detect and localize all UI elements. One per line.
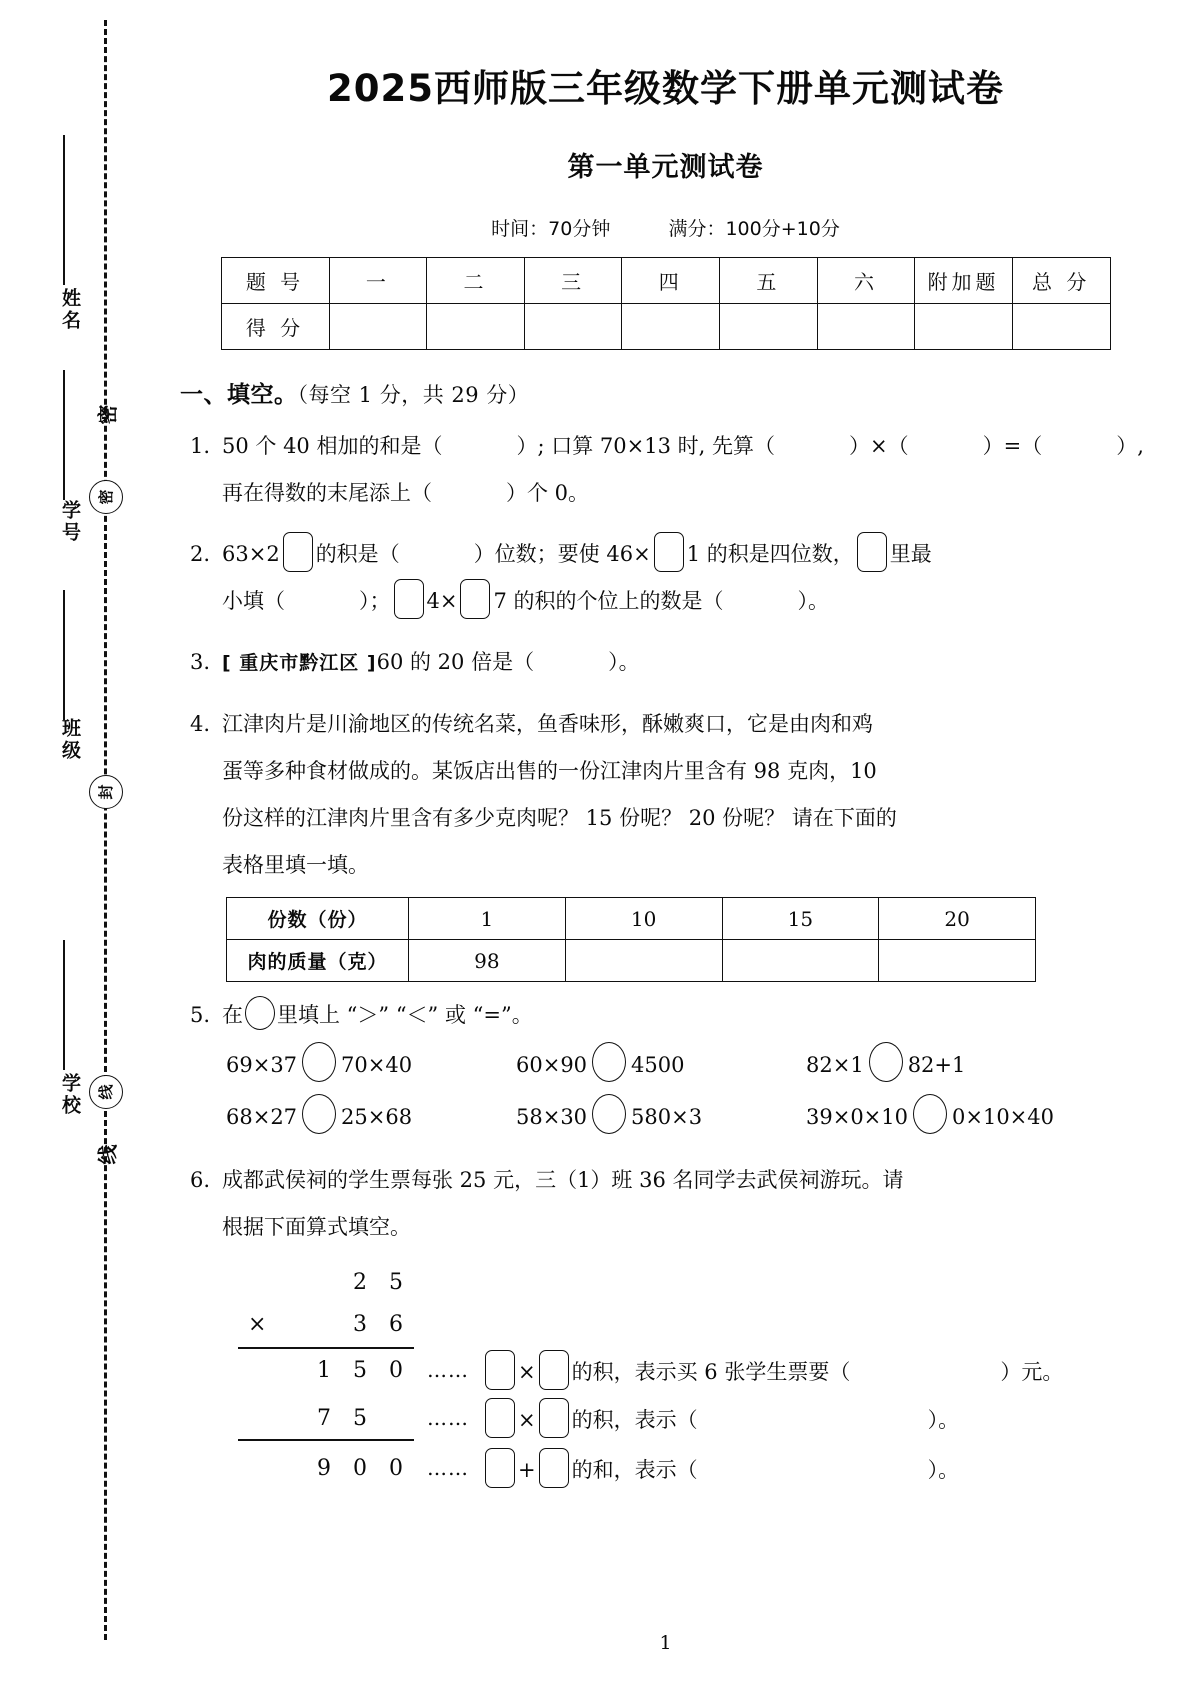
q6-pp2-dots: …… — [427, 1406, 469, 1430]
q6-pp2-box-1[interactable] — [485, 1398, 515, 1438]
q5-c4-left: 68×27 — [226, 1105, 298, 1129]
q6-multiplicand-row — [226, 1261, 1151, 1303]
q5-compare-item-4 — [226, 1091, 516, 1143]
q4-row1-cell-1: 1 — [409, 898, 566, 940]
q2-square-box-1[interactable] — [283, 532, 313, 572]
score-col-bonus: 附加题 — [915, 258, 1013, 304]
q4-data-table — [226, 897, 1036, 982]
q6-multiplier-tens: 3 — [353, 1311, 367, 1337]
q5-circle-2[interactable] — [592, 1042, 626, 1082]
seal-rule-class — [63, 590, 65, 720]
table-row — [221, 304, 1110, 350]
q5-compare-item-5 — [516, 1091, 806, 1143]
q5-c3-right: 82+1 — [907, 1053, 966, 1077]
q2-blank-1[interactable] — [379, 542, 495, 566]
score-col-1: 一 — [329, 258, 427, 304]
q5-c2-left: 60×90 — [516, 1053, 588, 1077]
q5-c6-left: 39×0×10 — [806, 1105, 908, 1129]
q3-text-b: 。 — [618, 650, 640, 674]
q6-sum-box-2[interactable] — [539, 1448, 569, 1488]
table-row — [227, 898, 1036, 940]
q6-multiplier-row — [226, 1303, 1151, 1345]
seal-dashed-line — [104, 20, 107, 1640]
q6-sum-row — [226, 1447, 1151, 1489]
score-cell-3[interactable] — [524, 304, 622, 350]
q6-pp1-d3: 0 — [389, 1357, 403, 1383]
score-cell-2[interactable] — [427, 304, 525, 350]
seal-margin — [0, 0, 140, 1684]
score-cell-4[interactable] — [622, 304, 720, 350]
q5-prompt-circle — [245, 996, 275, 1030]
question-1-line-1 — [222, 423, 1151, 470]
q4-line-3: 份这样的江津肉片里含有多少克肉呢？ 15 份呢？ 20 份呢？ 请在下面的 — [222, 806, 897, 830]
q6-rule-bottom — [238, 1439, 414, 1441]
q2-text-g: ； — [369, 589, 391, 613]
q6-pp1-d2: 5 — [353, 1357, 367, 1383]
q5-circle-6[interactable] — [913, 1094, 947, 1134]
q4-line-4: 表格里填一填。 — [222, 853, 369, 877]
question-5-number: 5. — [189, 1003, 210, 1027]
table-row — [221, 258, 1110, 304]
seal-char-xian: 线 — [89, 1075, 123, 1109]
q5-compare-item-2 — [516, 1039, 806, 1091]
q5-compare-item-6 — [806, 1091, 1126, 1143]
q5-circle-5[interactable] — [592, 1094, 626, 1134]
score-col-4: 四 — [622, 258, 720, 304]
q2-text-a: 63×2 — [222, 542, 280, 566]
q2-blank-2[interactable] — [264, 589, 370, 613]
q5-compare-item-1 — [226, 1039, 516, 1091]
q4-row1-cell-3: 15 — [722, 898, 879, 940]
q4-row2-cell-2[interactable] — [565, 940, 722, 982]
q1-blank-1[interactable] — [421, 434, 537, 458]
q6-pp1-blank[interactable] — [829, 1360, 1021, 1384]
seal-rule-name — [63, 135, 65, 285]
q6-sum-dots: …… — [427, 1456, 469, 1480]
q6-pp2-text-a: 的积，表示 — [571, 1408, 677, 1432]
score-col-total: 总 分 — [1012, 258, 1110, 304]
q2-text-i: 7 的积的个位上的数是 — [493, 589, 703, 613]
q6-partial-product-row-2 — [226, 1397, 1151, 1439]
q4-line-1: 江津肉片是川渝地区的传统名菜，鱼香味形，酥嫩爽口，它是由肉和鸡 — [222, 712, 873, 736]
q6-sum-blank[interactable] — [677, 1458, 939, 1482]
q6-pp1-d1: 1 — [317, 1357, 331, 1383]
score-label: 满分：100分+10分 — [668, 218, 840, 240]
q1-text-d: = — [1003, 434, 1022, 458]
exam-page — [140, 0, 1191, 1684]
q2-text-f: 小填 — [222, 589, 264, 613]
q5-c4-right: 25×68 — [341, 1105, 413, 1129]
q4-row2-cell-1: 98 — [409, 940, 566, 982]
q5-compare-row-2 — [226, 1091, 1151, 1143]
q3-text-a: 60 的 20 倍是 — [376, 650, 514, 674]
q5-prompt-b: 里填上 “＞” “＜” 或 “=”。 — [277, 1003, 533, 1027]
q6-sum-op: + — [518, 1458, 536, 1482]
q6-pp2-d1: 7 — [317, 1405, 331, 1431]
score-cell-1[interactable] — [329, 304, 427, 350]
q6-pp2-text-b: 。 — [938, 1408, 960, 1432]
question-3-number: 3. — [189, 650, 210, 674]
question-1-line-2 — [222, 470, 1151, 517]
q5-prompt-a: 在 — [222, 1003, 243, 1027]
score-col-2: 二 — [427, 258, 525, 304]
question-4 — [180, 701, 1151, 889]
page-title: 2025西师版三年级数学下册单元测试卷 — [327, 67, 1004, 110]
question-6-number: 6. — [189, 1168, 210, 1192]
q2-text-c: 位数；要使 46× — [494, 542, 651, 566]
q6-multiplier-ones: 6 — [389, 1311, 403, 1337]
q5-circle-3[interactable] — [869, 1042, 903, 1082]
q6-multiplicand-ones: 5 — [389, 1269, 403, 1295]
time-label: 时间：70分钟 — [491, 218, 611, 240]
q1-line2-text-b: 个 0。 — [527, 481, 590, 505]
q5-c6-right: 0×10×40 — [952, 1105, 1054, 1129]
seal-field-name: 姓名 — [59, 288, 81, 332]
q6-rule-top — [238, 1347, 414, 1349]
q5-c5-right: 580×3 — [631, 1105, 703, 1129]
q5-c1-left: 69×37 — [226, 1053, 298, 1077]
section-heading-fill-in-blanks — [180, 376, 1151, 409]
q2-blank-3[interactable] — [703, 589, 809, 613]
q6-pp1-dots: …… — [427, 1358, 469, 1382]
score-row-label-points: 得 分 — [221, 304, 329, 350]
seal-rule-school — [63, 940, 65, 1070]
q6-pp1-op: × — [518, 1360, 536, 1384]
q2-square-box-4[interactable] — [394, 579, 424, 619]
seal-field-school: 学校 — [59, 1073, 81, 1117]
q1-blank-3[interactable] — [888, 434, 1004, 458]
q5-compare-item-3 — [806, 1039, 1126, 1091]
question-4-number: 4. — [189, 712, 210, 736]
q2-text-e: 里最 — [889, 542, 932, 566]
page-subtitle: 第一单元测试卷 — [567, 152, 764, 183]
q6-sum-d1: 9 — [317, 1455, 331, 1481]
q6-pp2-box-2[interactable] — [539, 1398, 569, 1438]
q4-row2-cell-3[interactable] — [722, 940, 879, 982]
q6-sum-d3: 0 — [389, 1455, 403, 1481]
q5-circle-1[interactable] — [302, 1042, 336, 1082]
q5-c3-left: 82×1 — [806, 1053, 864, 1077]
section-title: 一、填空。 — [180, 382, 298, 408]
score-col-5: 五 — [720, 258, 818, 304]
question-1-number: 1. — [189, 434, 210, 458]
q4-row1-cell-2: 10 — [565, 898, 722, 940]
q6-pp2-op: × — [518, 1408, 536, 1432]
score-col-6: 六 — [817, 258, 915, 304]
q2-text-j: 。 — [808, 589, 830, 613]
q6-line-1: 成都武侯祠的学生票每张 25 元，三（1）班 36 名同学去武侯祠游玩。请 — [222, 1168, 904, 1192]
q5-compare-row-1 — [226, 1039, 1151, 1091]
q2-square-box-2[interactable] — [654, 532, 684, 572]
q5-c1-right: 70×40 — [341, 1053, 413, 1077]
seal-char-mi: 密 — [89, 480, 123, 514]
seal-rule-studentid — [63, 370, 65, 500]
q2-text-h: 4× — [426, 589, 458, 613]
seal-char-feng: 封 — [89, 775, 123, 809]
q6-pp2-d2: 5 — [353, 1405, 367, 1431]
q1-line2-text-a: 再在得数的末尾添上 — [222, 481, 411, 505]
q5-c2-right: 4500 — [631, 1053, 685, 1077]
q1-blank-2[interactable] — [754, 434, 870, 458]
section-points: （每空 1 分，共 29 分） — [297, 383, 530, 407]
question-2-number: 2. — [189, 542, 210, 566]
question-5 — [180, 992, 1151, 1039]
q6-partial-product-row-1 — [226, 1349, 1151, 1391]
score-cell-6[interactable] — [817, 304, 915, 350]
q6-pp2-blank[interactable] — [677, 1408, 939, 1432]
q6-pp1-box-1[interactable] — [485, 1350, 515, 1390]
score-table — [221, 257, 1111, 350]
exam-meta — [180, 214, 1151, 241]
seal-word-mi: 密 — [95, 404, 120, 425]
q5-c5-left: 58×30 — [516, 1105, 588, 1129]
q6-line-2: 根据下面算式填空。 — [222, 1215, 411, 1239]
q6-pp1-text-b: 元。 — [1021, 1360, 1064, 1384]
score-col-3: 三 — [524, 258, 622, 304]
q1-blank-5[interactable] — [411, 481, 527, 505]
q1-blank-4[interactable] — [1021, 434, 1137, 458]
page-number: 1 — [659, 1632, 672, 1654]
question-2 — [180, 531, 1151, 625]
score-row-label-number: 题 号 — [221, 258, 329, 304]
table-row — [227, 940, 1036, 982]
q4-row1-header: 份数（份） — [227, 898, 409, 940]
q2-square-box-5[interactable] — [460, 579, 490, 619]
q6-sum-text-b: 。 — [938, 1458, 960, 1482]
seal-word-xian: 线 — [95, 1144, 120, 1165]
q4-line-2: 蛋等多种食材做成的。某饭店出售的一份江津肉片里含有 98 克肉，10 — [222, 759, 877, 783]
q1-text-a: 50 个 40 相加的和是 — [222, 434, 422, 458]
q4-row1-cell-4: 20 — [879, 898, 1036, 940]
question-2-line-1 — [222, 531, 1151, 578]
q2-square-box-3[interactable] — [857, 532, 887, 572]
question-3 — [180, 639, 1151, 687]
seal-field-class: 班级 — [59, 718, 81, 762]
q1-text-c: × — [869, 434, 888, 458]
q6-multiplicand-tens: 2 — [353, 1269, 367, 1295]
q6-pp1-text-a: 的积，表示买 6 张学生票要 — [571, 1360, 830, 1384]
score-cell-bonus[interactable] — [915, 304, 1013, 350]
q1-text-e: , — [1137, 434, 1144, 458]
q1-text-b: ; 口算 70×13 时, 先算 — [537, 434, 754, 458]
q3-region-tag: [ 重庆市黔江区 ] — [222, 652, 377, 674]
score-cell-total[interactable] — [1012, 304, 1110, 350]
question-2-line-2 — [222, 578, 1151, 625]
q6-sum-box-1[interactable] — [485, 1448, 515, 1488]
q6-pp1-box-2[interactable] — [539, 1350, 569, 1390]
q2-text-b: 的积是 — [315, 542, 379, 566]
question-6 — [180, 1157, 1151, 1251]
q3-blank-1[interactable] — [513, 650, 619, 674]
q6-vertical-multiplication — [226, 1261, 1151, 1489]
q5-circle-4[interactable] — [302, 1094, 336, 1134]
question-1 — [180, 423, 1151, 517]
q4-row2-cell-4[interactable] — [879, 940, 1036, 982]
q4-row2-header: 肉的质量（克） — [227, 940, 409, 982]
seal-field-studentid: 学号 — [59, 500, 81, 544]
q6-sum-text-a: 的和，表示 — [571, 1458, 677, 1482]
score-cell-5[interactable] — [720, 304, 818, 350]
q6-sum-d2: 0 — [353, 1455, 367, 1481]
q6-multiply-sign: × — [248, 1311, 267, 1337]
q2-text-d: 1 的积是四位数， — [686, 542, 854, 566]
